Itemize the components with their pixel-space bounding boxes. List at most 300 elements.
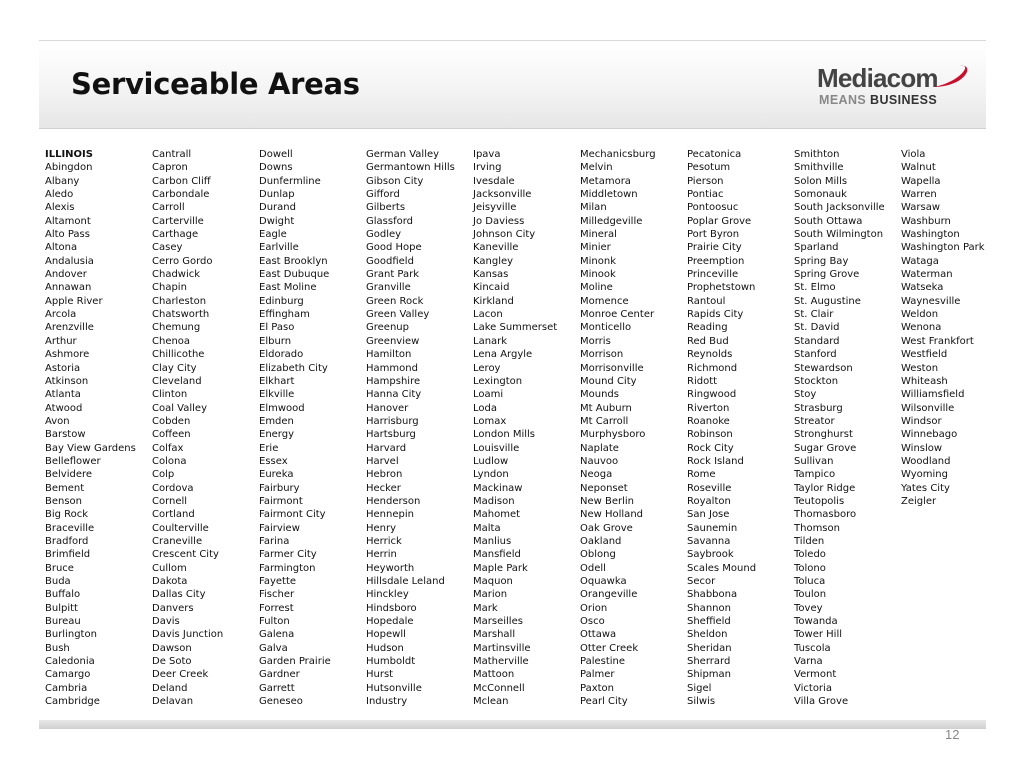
area-name: Waterman bbox=[901, 269, 953, 281]
area-name: Louisville bbox=[473, 442, 520, 454]
area-name: Coal Valley bbox=[152, 402, 208, 414]
area-name: Capron bbox=[152, 162, 188, 174]
area-name: Washburn bbox=[901, 215, 951, 227]
area-name: Winslow bbox=[901, 442, 943, 454]
logo-wordmark: Mediacom bbox=[817, 63, 938, 93]
area-name: Scales Mound bbox=[687, 562, 757, 574]
area-name: Andover bbox=[45, 269, 87, 281]
area-name: Fischer bbox=[259, 589, 295, 601]
area-name: Barstow bbox=[45, 429, 86, 441]
area-name: Coffeen bbox=[152, 429, 191, 441]
area-name: Charleston bbox=[152, 295, 207, 307]
area-name: Orangeville bbox=[580, 589, 638, 601]
area-name: Lanark bbox=[473, 335, 508, 347]
area-name: Godley bbox=[366, 229, 402, 241]
area-name: Viola bbox=[901, 149, 926, 160]
area-name: Gilberts bbox=[366, 202, 406, 214]
area-name: Weston bbox=[901, 362, 939, 374]
area-name: St. Augustine bbox=[794, 295, 861, 307]
area-name: Clinton bbox=[152, 389, 188, 401]
area-name: Hebron bbox=[366, 469, 403, 481]
area-name: Tovey bbox=[794, 602, 823, 614]
area-name: Colfax bbox=[152, 442, 184, 454]
area-name: Annawan bbox=[45, 282, 92, 294]
area-name: Dunfermline bbox=[259, 175, 321, 187]
area-name: Streator bbox=[794, 415, 835, 427]
area-name: Moline bbox=[580, 282, 613, 294]
area-name: Port Byron bbox=[687, 229, 740, 241]
area-name: Mt Carroll bbox=[580, 415, 629, 427]
area-name: Goodfield bbox=[366, 255, 414, 267]
area-name: Fairmont bbox=[259, 495, 303, 507]
area-name: Warsaw bbox=[901, 202, 941, 214]
area-name: Davis Junction bbox=[152, 629, 224, 641]
area-name: Henderson bbox=[366, 495, 421, 507]
area-name: Villa Grove bbox=[794, 696, 849, 708]
area-name: Tuscola bbox=[794, 642, 831, 654]
area-name: Heyworth bbox=[366, 562, 415, 574]
area-column bbox=[687, 148, 795, 708]
area-name: London Mills bbox=[473, 429, 536, 441]
area-name: Riverton bbox=[687, 402, 730, 414]
area-name: Avon bbox=[45, 415, 70, 427]
logo-tagline bbox=[819, 93, 937, 107]
area-name: Rapids City bbox=[687, 309, 744, 321]
area-name: Ridott bbox=[687, 375, 718, 387]
area-name: Hamilton bbox=[366, 349, 412, 361]
area-name: Farmington bbox=[259, 562, 316, 574]
area-name: Marshall bbox=[473, 629, 516, 641]
area-name: Greenview bbox=[366, 335, 420, 347]
area-name: St. David bbox=[794, 322, 840, 334]
area-name: St. Clair bbox=[794, 309, 834, 321]
area-name: Farmer City bbox=[259, 549, 317, 561]
area-name: Washington bbox=[901, 229, 960, 241]
area-column bbox=[152, 148, 260, 708]
area-name: Smithton bbox=[794, 149, 840, 160]
area-name: South Ottawa bbox=[794, 215, 863, 227]
mediacom-logo bbox=[817, 63, 977, 111]
area-name: Andalusia bbox=[45, 255, 94, 267]
logo-tagline-business: BUSINESS bbox=[870, 93, 938, 107]
area-name: Hopedale bbox=[366, 616, 414, 628]
area-name: German Valley bbox=[366, 149, 440, 160]
area-name: South Wilmington bbox=[794, 229, 884, 241]
area-name: Savanna bbox=[687, 535, 731, 547]
area-name: Richmond bbox=[687, 362, 738, 374]
area-name: Oblong bbox=[580, 549, 616, 561]
area-name: Leroy bbox=[473, 362, 501, 374]
area-name: Fairbury bbox=[259, 482, 300, 494]
area-name: Washington Park bbox=[901, 242, 985, 254]
area-name: Crescent City bbox=[152, 549, 219, 561]
area-name: Bay View Gardens bbox=[45, 442, 136, 454]
area-name: Marseilles bbox=[473, 616, 523, 628]
area-name: Dallas City bbox=[152, 589, 206, 601]
area-name: Wapella bbox=[901, 175, 941, 187]
area-name: Poplar Grove bbox=[687, 215, 752, 227]
area-name: Aledo bbox=[45, 189, 74, 201]
area-name: Fairmont City bbox=[259, 509, 326, 521]
area-name: Green Rock bbox=[366, 295, 424, 307]
area-name: Cobden bbox=[152, 415, 191, 427]
area-name: Industry bbox=[366, 696, 408, 708]
area-name: Loami bbox=[473, 389, 504, 401]
area-name: Princeville bbox=[687, 269, 739, 281]
area-name: Pontiac bbox=[687, 189, 724, 201]
area-name: Roanoke bbox=[687, 415, 730, 427]
area-name: Monticello bbox=[580, 322, 632, 334]
area-name: Elburn bbox=[259, 335, 292, 347]
area-name: Gardner bbox=[259, 669, 300, 681]
area-name: Forrest bbox=[259, 602, 294, 614]
area-name: Toulon bbox=[794, 589, 827, 601]
area-name: Thomasboro bbox=[794, 509, 857, 521]
area-name: Milan bbox=[580, 202, 607, 214]
area-name: Tolono bbox=[794, 562, 826, 574]
area-name: Harvel bbox=[366, 455, 399, 467]
area-name: Caledonia bbox=[45, 656, 95, 668]
area-name: Apple River bbox=[45, 295, 103, 307]
area-name: Reading bbox=[687, 322, 728, 334]
area-name: Bruce bbox=[45, 562, 74, 574]
area-name: Ludlow bbox=[473, 455, 509, 467]
area-name: Ipava bbox=[473, 149, 501, 160]
area-name: Shabbona bbox=[687, 589, 738, 601]
area-name: Sparland bbox=[794, 242, 839, 254]
area-name: Metamora bbox=[580, 175, 631, 187]
area-name: Grant Park bbox=[366, 269, 420, 281]
area-name: Sheffield bbox=[687, 616, 731, 628]
area-name: Tilden bbox=[794, 535, 825, 547]
area-name: Sullivan bbox=[794, 455, 834, 467]
area-name: Greenup bbox=[366, 322, 409, 334]
area-name: Zeigler bbox=[901, 495, 937, 507]
logo-swoosh-icon bbox=[929, 63, 971, 91]
area-name: Maple Park bbox=[473, 562, 528, 574]
area-name: Mattoon bbox=[473, 669, 515, 681]
area-name: Stanford bbox=[794, 349, 837, 361]
area-name: Neponset bbox=[580, 482, 628, 494]
area-name: Galena bbox=[259, 629, 295, 641]
area-name: Momence bbox=[580, 295, 629, 307]
area-name: Towanda bbox=[794, 616, 838, 628]
area-name: New Holland bbox=[580, 509, 643, 521]
area-name: Naplate bbox=[580, 442, 619, 454]
area-name: Pesotum bbox=[687, 162, 731, 174]
area-name: Lake Summerset bbox=[473, 322, 558, 334]
area-name: Gifford bbox=[366, 189, 400, 201]
area-name: Malta bbox=[473, 522, 501, 534]
area-name: Dawson bbox=[152, 642, 192, 654]
area-name: Henry bbox=[366, 522, 397, 534]
area-name: Monroe Center bbox=[580, 309, 655, 321]
area-name: Pearl City bbox=[580, 696, 628, 708]
area-name: Morrison bbox=[580, 349, 624, 361]
area-name: Harvard bbox=[366, 442, 407, 454]
slide-footer-bar bbox=[39, 720, 986, 729]
area-name: Geneseo bbox=[259, 696, 303, 708]
area-name: Elkhart bbox=[259, 375, 295, 387]
area-name: Craneville bbox=[152, 535, 203, 547]
slide-header bbox=[39, 40, 986, 129]
area-name: Dwight bbox=[259, 215, 295, 227]
area-name: Effingham bbox=[259, 309, 310, 321]
area-name: Reynolds bbox=[687, 349, 733, 361]
area-name: Morrisonville bbox=[580, 362, 644, 374]
area-name: Arenzville bbox=[45, 322, 94, 334]
area-name: Carbondale bbox=[152, 189, 210, 201]
area-name: Standard bbox=[794, 335, 840, 347]
area-name: Lacon bbox=[473, 309, 503, 321]
area-name: Bureau bbox=[45, 616, 81, 628]
area-name: Bement bbox=[45, 482, 85, 494]
area-name: Prophetstown bbox=[687, 282, 756, 294]
area-name: South Jacksonville bbox=[794, 202, 885, 214]
area-name: Hutsonville bbox=[366, 682, 422, 694]
area-name: Cerro Gordo bbox=[152, 255, 213, 267]
area-name: Hudson bbox=[366, 642, 404, 654]
area-name: Mounds bbox=[580, 389, 619, 401]
area-name: Cantrall bbox=[152, 149, 192, 160]
page-title: Serviceable Areas bbox=[71, 67, 360, 101]
area-name: De Soto bbox=[152, 656, 192, 668]
area-name: Hindsboro bbox=[366, 602, 417, 614]
area-name: Hanover bbox=[366, 402, 409, 414]
area-name: Jo Daviess bbox=[473, 215, 525, 227]
area-name: Kansas bbox=[473, 269, 509, 281]
area-name: Burlington bbox=[45, 629, 97, 641]
area-name: Mansfield bbox=[473, 549, 521, 561]
area-name: Davis bbox=[152, 616, 180, 628]
area-name: Hecker bbox=[366, 482, 401, 494]
area-name: Atlanta bbox=[45, 389, 81, 401]
area-name: Dowell bbox=[259, 149, 293, 160]
area-name: Cullom bbox=[152, 562, 187, 574]
area-name: Chenoa bbox=[152, 335, 191, 347]
area-name: Mahomet bbox=[473, 509, 521, 521]
area-column bbox=[45, 148, 153, 708]
area-name: Atkinson bbox=[45, 375, 89, 387]
area-name: Wyoming bbox=[901, 469, 948, 481]
area-column bbox=[580, 148, 688, 708]
area-name: Toluca bbox=[794, 576, 826, 587]
area-name: Windsor bbox=[901, 415, 942, 427]
area-name: Earlville bbox=[259, 242, 299, 254]
area-name: Taylor Ridge bbox=[794, 482, 856, 494]
area-name: Farina bbox=[259, 535, 290, 547]
area-name: Cordova bbox=[152, 482, 194, 494]
area-name: Marion bbox=[473, 589, 508, 601]
area-name: Johnson City bbox=[473, 229, 536, 241]
area-name: Rome bbox=[687, 469, 716, 481]
area-name: Lena Argyle bbox=[473, 349, 533, 361]
area-name: Mt Auburn bbox=[580, 402, 632, 414]
area-name: Ashmore bbox=[45, 349, 90, 361]
area-name: Nauvoo bbox=[580, 455, 619, 467]
area-name: Preemption bbox=[687, 255, 745, 267]
state-heading: ILLINOIS bbox=[45, 149, 93, 160]
area-name: Altamont bbox=[45, 215, 91, 227]
area-name: Middletown bbox=[580, 189, 638, 201]
area-name: San Jose bbox=[687, 509, 730, 521]
area-name: Carbon Cliff bbox=[152, 175, 211, 187]
area-name: Sheldon bbox=[687, 629, 728, 641]
area-name: Loda bbox=[473, 402, 497, 414]
area-name: Watseka bbox=[901, 282, 944, 294]
area-name: Deland bbox=[152, 682, 188, 694]
area-name: Buffalo bbox=[45, 589, 81, 601]
area-name: St. Elmo bbox=[794, 282, 836, 294]
area-name: Manlius bbox=[473, 535, 512, 547]
area-column bbox=[901, 148, 1009, 508]
area-name: Downs bbox=[259, 162, 293, 174]
area-name: Mackinaw bbox=[473, 482, 523, 494]
area-name: Benson bbox=[45, 495, 83, 507]
area-name: Harrisburg bbox=[366, 415, 419, 427]
area-name: Tower Hill bbox=[794, 629, 843, 641]
area-name: Oak Grove bbox=[580, 522, 633, 534]
area-column bbox=[259, 148, 367, 708]
area-name: Varna bbox=[794, 656, 823, 668]
area-name: Waynesville bbox=[901, 295, 961, 307]
area-name: Coulterville bbox=[152, 522, 209, 534]
area-name: Sigel bbox=[687, 682, 712, 694]
area-name: Victoria bbox=[794, 682, 832, 694]
area-name: Herrin bbox=[366, 549, 397, 561]
area-name: Melvin bbox=[580, 162, 613, 174]
area-name: Cleveland bbox=[152, 375, 202, 387]
area-name: Fairview bbox=[259, 522, 300, 534]
area-name: Fulton bbox=[259, 616, 290, 628]
area-name: Carthage bbox=[152, 229, 199, 241]
area-name: Atwood bbox=[45, 402, 83, 414]
area-name: Pontoosuc bbox=[687, 202, 739, 214]
area-name: Winnebago bbox=[901, 429, 958, 441]
area-name: Kangley bbox=[473, 255, 514, 267]
area-name: Bradford bbox=[45, 535, 89, 547]
area-name: Colp bbox=[152, 469, 175, 481]
area-name: Edinburg bbox=[259, 295, 304, 307]
area-name: Teutopolis bbox=[794, 495, 845, 507]
area-name: Germantown Hills bbox=[366, 162, 455, 174]
area-name: Arthur bbox=[45, 335, 77, 347]
area-name: Rantoul bbox=[687, 295, 726, 307]
area-name: Belvidere bbox=[45, 469, 93, 481]
area-name: Mineral bbox=[580, 229, 617, 241]
area-name: Fayette bbox=[259, 576, 297, 587]
area-name: Silwis bbox=[687, 696, 716, 708]
area-name: West Frankfort bbox=[901, 335, 974, 347]
area-name: Alto Pass bbox=[45, 229, 90, 241]
area-name: Eldorado bbox=[259, 349, 304, 361]
area-name: Wataga bbox=[901, 255, 939, 267]
area-name: Mechanicsburg bbox=[580, 149, 656, 160]
area-name: Milledgeville bbox=[580, 215, 643, 227]
area-name: Alexis bbox=[45, 202, 75, 214]
area-name: Vermont bbox=[794, 669, 837, 681]
area-name: Odell bbox=[580, 562, 606, 574]
area-name: Jacksonville bbox=[473, 189, 532, 201]
area-name: Brimfield bbox=[45, 549, 91, 561]
area-name: Williamsfield bbox=[901, 389, 965, 401]
area-name: Pecatonica bbox=[687, 149, 742, 160]
area-name: Spring Grove bbox=[794, 269, 860, 281]
area-name: Lexington bbox=[473, 375, 523, 387]
area-name: Durand bbox=[259, 202, 296, 214]
area-name: Ivesdale bbox=[473, 175, 515, 187]
area-name: Morris bbox=[580, 335, 611, 347]
page-number: 12 bbox=[945, 727, 960, 742]
area-column bbox=[473, 148, 581, 708]
area-name: Pierson bbox=[687, 175, 724, 187]
area-name: Gibson City bbox=[366, 175, 424, 187]
area-name: Otter Creek bbox=[580, 642, 639, 654]
area-name: Roseville bbox=[687, 482, 732, 494]
area-name: Big Rock bbox=[45, 509, 89, 521]
area-name: Warren bbox=[901, 189, 937, 201]
area-name: Arcola bbox=[45, 309, 77, 321]
area-name: Chatsworth bbox=[152, 309, 210, 321]
area-name: Palmer bbox=[580, 669, 615, 681]
area-name: Lyndon bbox=[473, 469, 509, 481]
area-name: Stoy bbox=[794, 389, 817, 401]
area-name: Kincaid bbox=[473, 282, 510, 294]
area-name: East Moline bbox=[259, 282, 317, 294]
area-name: Cornell bbox=[152, 495, 188, 507]
area-name: Herrick bbox=[366, 535, 402, 547]
area-name: Energy bbox=[259, 429, 295, 441]
area-name: Hopewll bbox=[366, 629, 406, 641]
area-name: Strasburg bbox=[794, 402, 843, 414]
area-name: Madison bbox=[473, 495, 515, 507]
area-name: Sugar Grove bbox=[794, 442, 857, 454]
area-name: Saunemin bbox=[687, 522, 738, 534]
area-name: Matherville bbox=[473, 656, 529, 668]
area-name: Hampshire bbox=[366, 375, 421, 387]
area-name: Bulpitt bbox=[45, 602, 78, 614]
area-name: Abingdon bbox=[45, 162, 93, 174]
area-name: Palestine bbox=[580, 656, 626, 668]
area-name: Murphysboro bbox=[580, 429, 646, 441]
area-name: Chapin bbox=[152, 282, 187, 294]
area-name: Carterville bbox=[152, 215, 204, 227]
area-column bbox=[794, 148, 902, 708]
area-name: Walnut bbox=[901, 162, 936, 174]
area-name: Hanna City bbox=[366, 389, 422, 401]
area-name: Hennepin bbox=[366, 509, 414, 521]
area-name: Woodland bbox=[901, 455, 951, 467]
area-name: Toledo bbox=[794, 549, 826, 561]
area-name: Irving bbox=[473, 162, 502, 174]
area-name: Minook bbox=[580, 269, 616, 281]
area-name: New Berlin bbox=[580, 495, 635, 507]
area-name: Delavan bbox=[152, 696, 194, 708]
area-name: Albany bbox=[45, 175, 80, 187]
area-name: Danvers bbox=[152, 602, 194, 614]
area-name: Buda bbox=[45, 576, 71, 587]
area-name: Oquawka bbox=[580, 576, 627, 587]
area-name: Elizabeth City bbox=[259, 362, 328, 374]
area-name: Sheridan bbox=[687, 642, 732, 654]
area-name: Somonauk bbox=[794, 189, 847, 201]
area-name: Colona bbox=[152, 455, 187, 467]
area-name: Garden Prairie bbox=[259, 656, 331, 668]
area-name: Camargo bbox=[45, 669, 91, 681]
area-name: Smithville bbox=[794, 162, 844, 174]
area-name: Maquon bbox=[473, 576, 513, 587]
area-name: Elkville bbox=[259, 389, 295, 401]
